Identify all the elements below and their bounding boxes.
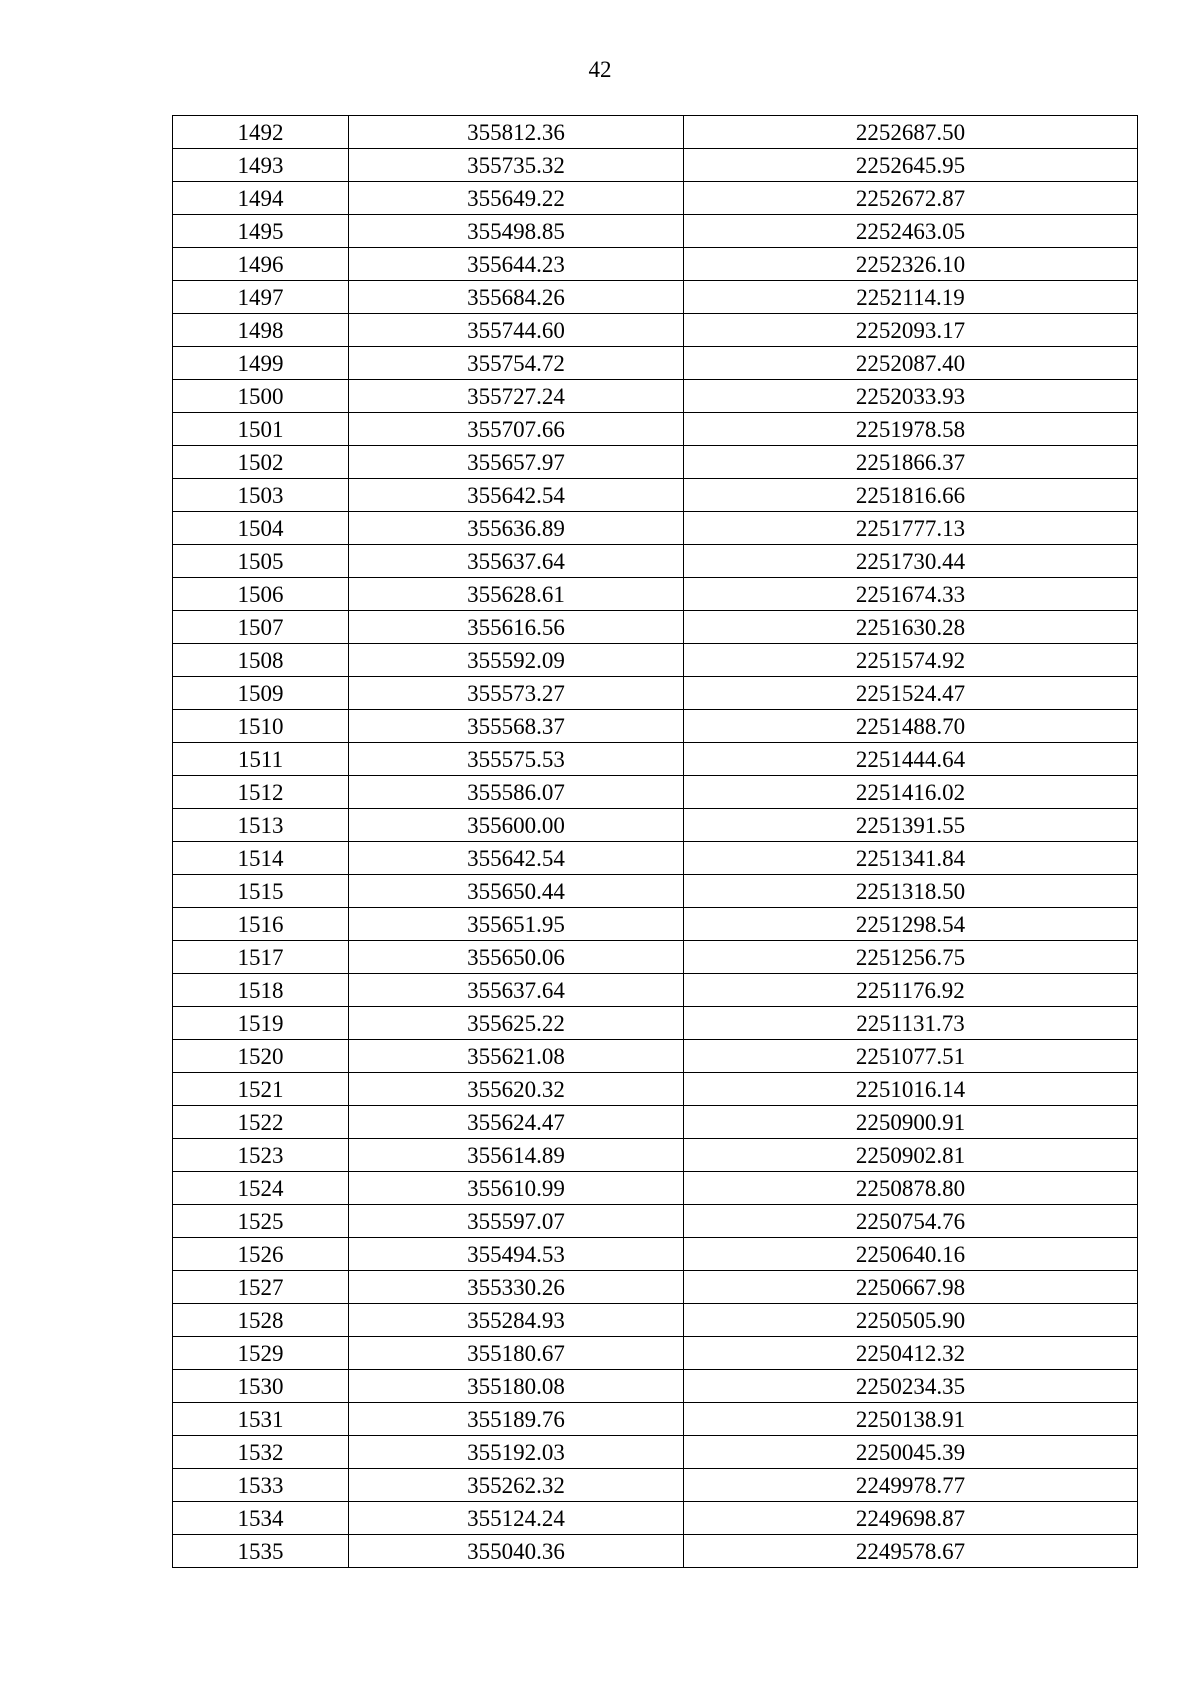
point-number-cell: 1529 [173,1337,349,1370]
point-number-cell: 1504 [173,512,349,545]
x-coordinate-cell: 355620.32 [349,1073,684,1106]
y-coordinate-cell: 2251730.44 [684,545,1138,578]
x-coordinate-cell: 355642.54 [349,842,684,875]
x-coordinate-cell: 355180.08 [349,1370,684,1403]
y-coordinate-cell: 2250754.76 [684,1205,1138,1238]
y-coordinate-cell: 2250902.81 [684,1139,1138,1172]
x-coordinate-cell: 355649.22 [349,182,684,215]
table-row [173,314,1138,347]
x-coordinate-cell: 355597.07 [349,1205,684,1238]
point-number-cell: 1506 [173,578,349,611]
point-number-cell: 1513 [173,809,349,842]
x-coordinate-cell: 355636.89 [349,512,684,545]
table-row [173,149,1138,182]
y-coordinate-cell: 2251176.92 [684,974,1138,1007]
point-number-cell: 1498 [173,314,349,347]
y-coordinate-cell: 2250138.91 [684,1403,1138,1436]
table-row [173,347,1138,380]
y-coordinate-cell: 2251816.66 [684,479,1138,512]
y-coordinate-cell: 2251298.54 [684,908,1138,941]
y-coordinate-cell: 2250505.90 [684,1304,1138,1337]
table-row [173,644,1138,677]
y-coordinate-cell: 2250640.16 [684,1238,1138,1271]
y-coordinate-cell: 2252463.05 [684,215,1138,248]
x-coordinate-cell: 355284.93 [349,1304,684,1337]
point-number-cell: 1524 [173,1172,349,1205]
x-coordinate-cell: 355586.07 [349,776,684,809]
point-number-cell: 1510 [173,710,349,743]
point-number-cell: 1526 [173,1238,349,1271]
y-coordinate-cell: 2249578.67 [684,1535,1138,1568]
point-number-cell: 1509 [173,677,349,710]
table-row [173,1304,1138,1337]
point-number-cell: 1502 [173,446,349,479]
point-number-cell: 1525 [173,1205,349,1238]
table-row [173,1403,1138,1436]
point-number-cell: 1516 [173,908,349,941]
y-coordinate-cell: 2251574.92 [684,644,1138,677]
y-coordinate-cell: 2250234.35 [684,1370,1138,1403]
y-coordinate-cell: 2251488.70 [684,710,1138,743]
table-row [173,974,1138,1007]
x-coordinate-cell: 355616.56 [349,611,684,644]
table-row [173,479,1138,512]
x-coordinate-cell: 355124.24 [349,1502,684,1535]
table-row [173,908,1138,941]
x-coordinate-cell: 355644.23 [349,248,684,281]
table-row [173,182,1138,215]
x-coordinate-cell: 355650.44 [349,875,684,908]
table-row [173,842,1138,875]
y-coordinate-cell: 2252033.93 [684,380,1138,413]
x-coordinate-cell: 355707.66 [349,413,684,446]
x-coordinate-cell: 355192.03 [349,1436,684,1469]
x-coordinate-cell: 355621.08 [349,1040,684,1073]
point-number-cell: 1512 [173,776,349,809]
table-row [173,1469,1138,1502]
point-number-cell: 1520 [173,1040,349,1073]
point-number-cell: 1535 [173,1535,349,1568]
point-number-cell: 1507 [173,611,349,644]
y-coordinate-cell: 2252114.19 [684,281,1138,314]
x-coordinate-cell: 355642.54 [349,479,684,512]
y-coordinate-cell: 2251630.28 [684,611,1138,644]
y-coordinate-cell: 2251416.02 [684,776,1138,809]
point-number-cell: 1508 [173,644,349,677]
y-coordinate-cell: 2250412.32 [684,1337,1138,1370]
x-coordinate-cell: 355180.67 [349,1337,684,1370]
point-number-cell: 1505 [173,545,349,578]
point-number-cell: 1500 [173,380,349,413]
table-row [173,1106,1138,1139]
table-row [173,1337,1138,1370]
x-coordinate-cell: 355262.32 [349,1469,684,1502]
y-coordinate-cell: 2250900.91 [684,1106,1138,1139]
table-row [173,281,1138,314]
table-row [173,1238,1138,1271]
y-coordinate-cell: 2252645.95 [684,149,1138,182]
point-number-cell: 1499 [173,347,349,380]
point-number-cell: 1497 [173,281,349,314]
point-number-cell: 1495 [173,215,349,248]
point-number-cell: 1514 [173,842,349,875]
x-coordinate-cell: 355494.53 [349,1238,684,1271]
point-number-cell: 1523 [173,1139,349,1172]
y-coordinate-cell: 2251391.55 [684,809,1138,842]
y-coordinate-cell: 2250045.39 [684,1436,1138,1469]
point-number-cell: 1517 [173,941,349,974]
point-number-cell: 1503 [173,479,349,512]
point-number-cell: 1501 [173,413,349,446]
x-coordinate-cell: 355744.60 [349,314,684,347]
table-row [173,776,1138,809]
table-row [173,1172,1138,1205]
page-number: 42 [588,57,612,82]
x-coordinate-cell: 355650.06 [349,941,684,974]
point-number-cell: 1493 [173,149,349,182]
table-row [173,578,1138,611]
y-coordinate-cell: 2251131.73 [684,1007,1138,1040]
x-coordinate-cell: 355754.72 [349,347,684,380]
table-row [173,875,1138,908]
x-coordinate-cell: 355568.37 [349,710,684,743]
y-coordinate-cell: 2249978.77 [684,1469,1138,1502]
point-number-cell: 1530 [173,1370,349,1403]
table-row [173,1271,1138,1304]
point-number-cell: 1492 [173,116,349,149]
point-number-cell: 1522 [173,1106,349,1139]
x-coordinate-cell: 355573.27 [349,677,684,710]
y-coordinate-cell: 2251978.58 [684,413,1138,446]
x-coordinate-cell: 355592.09 [349,644,684,677]
y-coordinate-cell: 2251318.50 [684,875,1138,908]
table-row [173,710,1138,743]
table-row [173,446,1138,479]
x-coordinate-cell: 355657.97 [349,446,684,479]
table-row [173,413,1138,446]
y-coordinate-cell: 2252672.87 [684,182,1138,215]
table-row [173,248,1138,281]
table-row [173,1205,1138,1238]
point-number-cell: 1515 [173,875,349,908]
table-row [173,809,1138,842]
point-number-cell: 1531 [173,1403,349,1436]
y-coordinate-cell: 2252093.17 [684,314,1138,347]
x-coordinate-cell: 355628.61 [349,578,684,611]
table-row [173,545,1138,578]
table-body [173,116,1138,1568]
x-coordinate-cell: 355610.99 [349,1172,684,1205]
y-coordinate-cell: 2251341.84 [684,842,1138,875]
y-coordinate-cell: 2251077.51 [684,1040,1138,1073]
point-number-cell: 1496 [173,248,349,281]
y-coordinate-cell: 2251866.37 [684,446,1138,479]
x-coordinate-cell: 355637.64 [349,545,684,578]
point-number-cell: 1511 [173,743,349,776]
y-coordinate-cell: 2252087.40 [684,347,1138,380]
point-number-cell: 1519 [173,1007,349,1040]
y-coordinate-cell: 2249698.87 [684,1502,1138,1535]
x-coordinate-cell: 355575.53 [349,743,684,776]
table-row [173,611,1138,644]
table-row [173,1436,1138,1469]
y-coordinate-cell: 2250667.98 [684,1271,1138,1304]
table-row [173,1370,1138,1403]
table-row [173,1007,1138,1040]
x-coordinate-cell: 355624.47 [349,1106,684,1139]
point-number-cell: 1518 [173,974,349,1007]
point-number-cell: 1533 [173,1469,349,1502]
y-coordinate-cell: 2250878.80 [684,1172,1138,1205]
y-coordinate-cell: 2251777.13 [684,512,1138,545]
table-row [173,215,1138,248]
table-row [173,941,1138,974]
x-coordinate-cell: 355735.32 [349,149,684,182]
y-coordinate-cell: 2251524.47 [684,677,1138,710]
x-coordinate-cell: 355651.95 [349,908,684,941]
table-row [173,1139,1138,1172]
x-coordinate-cell: 355040.36 [349,1535,684,1568]
table-row [173,1040,1138,1073]
table-row [173,743,1138,776]
y-coordinate-cell: 2251016.14 [684,1073,1138,1106]
x-coordinate-cell: 355330.26 [349,1271,684,1304]
point-number-cell: 1521 [173,1073,349,1106]
x-coordinate-cell: 355812.36 [349,116,684,149]
coordinates-table [172,115,1138,1568]
point-number-cell: 1528 [173,1304,349,1337]
x-coordinate-cell: 355614.89 [349,1139,684,1172]
y-coordinate-cell: 2252687.50 [684,116,1138,149]
x-coordinate-cell: 355498.85 [349,215,684,248]
x-coordinate-cell: 355684.26 [349,281,684,314]
table-row [173,116,1138,149]
table-row [173,1535,1138,1568]
x-coordinate-cell: 355600.00 [349,809,684,842]
table-row [173,380,1138,413]
y-coordinate-cell: 2251256.75 [684,941,1138,974]
point-number-cell: 1527 [173,1271,349,1304]
table-row [173,1502,1138,1535]
y-coordinate-cell: 2251444.64 [684,743,1138,776]
y-coordinate-cell: 2252326.10 [684,248,1138,281]
table-row [173,677,1138,710]
point-number-cell: 1494 [173,182,349,215]
x-coordinate-cell: 355625.22 [349,1007,684,1040]
point-number-cell: 1532 [173,1436,349,1469]
x-coordinate-cell: 355637.64 [349,974,684,1007]
x-coordinate-cell: 355189.76 [349,1403,684,1436]
table-row [173,1073,1138,1106]
point-number-cell: 1534 [173,1502,349,1535]
table-row [173,512,1138,545]
y-coordinate-cell: 2251674.33 [684,578,1138,611]
x-coordinate-cell: 355727.24 [349,380,684,413]
